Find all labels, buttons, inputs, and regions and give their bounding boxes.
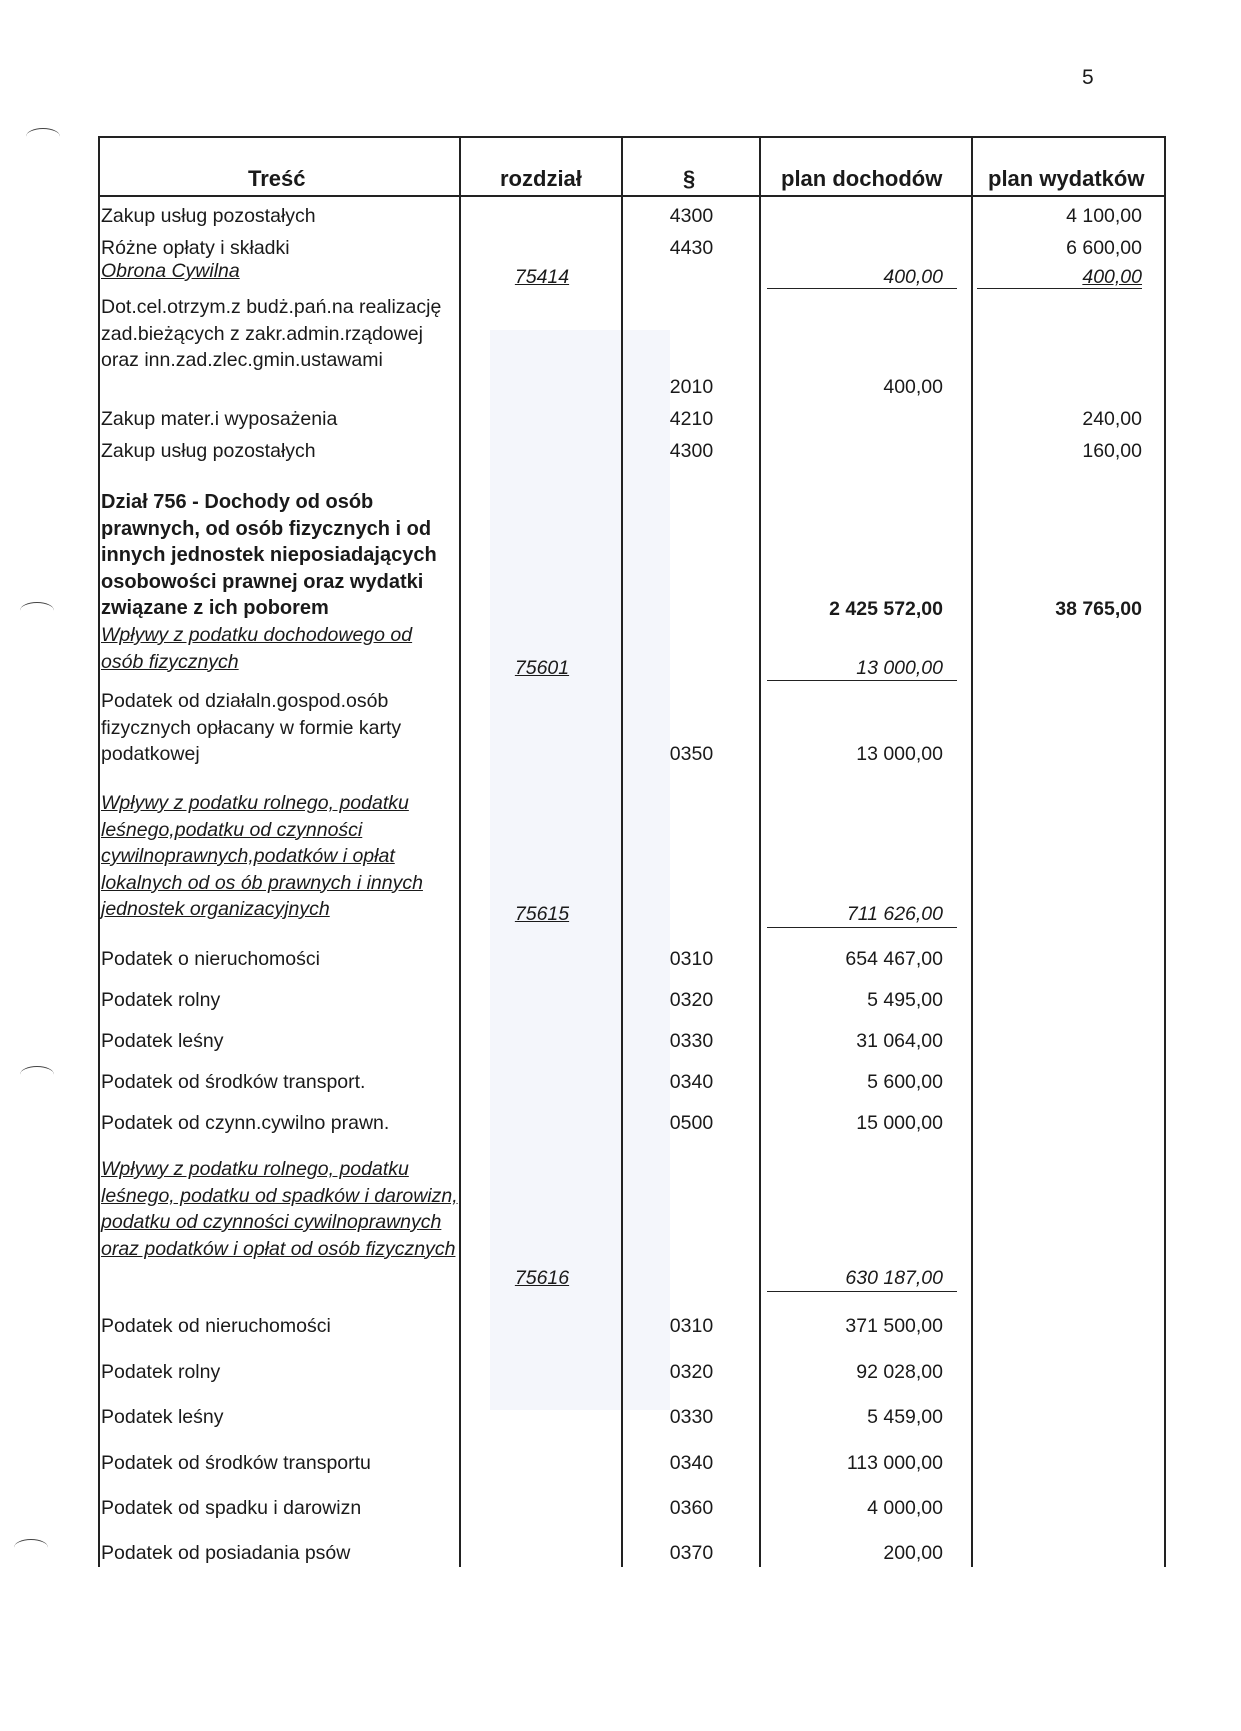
- dzial-wydatki: 38 765,00: [1055, 598, 1142, 620]
- section-dochody: 711 626,00: [846, 903, 943, 925]
- subtotal-line: [767, 1291, 957, 1292]
- row-tresc: Zakup mater.i wyposażenia: [101, 408, 338, 430]
- section-rozdzial: 75616: [514, 1267, 570, 1289]
- table-top-border: [98, 136, 1164, 138]
- row-tresc: Zakup usług pozostałych: [101, 440, 316, 462]
- row-tresc: Podatek rolny: [101, 989, 221, 1011]
- section-tresc: Obrona Cywilna: [101, 260, 240, 282]
- row-wydatki: 240,00: [1082, 408, 1142, 430]
- section-tresc: Wpływy z podatku rolnego, podatku leśnego, podatku od spadków i darowizn, podatku od czynności cywilnoprawnych oraz podatków i opłat od osób fizycznych: [101, 1158, 458, 1260]
- subtotal-line: [767, 288, 957, 289]
- margin-mark: [20, 602, 54, 619]
- row-paragraf: 4210: [669, 408, 714, 430]
- row-tresc: Dot.cel.otrzym.z budż.pań.na realizację zad.bieżących z zakr.admin.rządowej oraz inn.zad.zlec.gmin.ustawami: [101, 296, 442, 371]
- row-tresc: Podatek od nieruchomości: [101, 1315, 331, 1337]
- header-plan-dochodow: plan dochodów: [781, 166, 943, 191]
- section-wydatki: 400,00: [1082, 266, 1142, 288]
- subtotal-line: [977, 288, 1142, 289]
- header-rozdzial: rozdział: [500, 166, 582, 191]
- section-dochody: 630 187,00: [845, 1267, 943, 1289]
- row-tresc: Różne opłaty i składki: [101, 237, 290, 259]
- row-paragraf: 4430: [669, 237, 714, 259]
- column-divider: [759, 136, 761, 1567]
- row-paragraf: 0320: [669, 1361, 714, 1383]
- row-dochody: 113 000,00: [846, 1452, 943, 1474]
- row-dochody: 400,00: [883, 376, 943, 398]
- column-divider: [459, 136, 461, 1567]
- row-tresc: Podatek od posiadania psów: [101, 1542, 351, 1564]
- row-dochody: 654 467,00: [845, 948, 943, 970]
- row-paragraf: 0310: [669, 948, 714, 970]
- section-tresc: Wpływy z podatku dochodowego od osób fizycznych: [101, 624, 413, 673]
- header-plan-wydatkow: plan wydatków: [988, 166, 1145, 191]
- row-dochody: 5 459,00: [867, 1406, 943, 1428]
- dzial-tresc: Dział 756 - Dochody od osób prawnych, od osób fizycznych i od innych jednostek nieposiadających osobowości prawnej oraz wydatki związane z ich poborem: [101, 491, 437, 619]
- table-right-border: [1164, 136, 1166, 1567]
- row-wydatki: 6 600,00: [1066, 237, 1142, 259]
- row-dochody: 92 028,00: [856, 1361, 943, 1383]
- dzial-dochody: 2 425 572,00: [829, 598, 943, 620]
- row-paragraf: 4300: [669, 440, 714, 462]
- row-tresc: Podatek od środków transport.: [101, 1071, 366, 1093]
- row-paragraf: 0330: [669, 1030, 714, 1052]
- row-dochody: 5 495,00: [867, 989, 943, 1011]
- row-paragraf: 4300: [669, 205, 714, 227]
- row-paragraf: 0500: [669, 1112, 714, 1134]
- margin-mark: [14, 1539, 48, 1556]
- subtotal-line: [767, 927, 957, 928]
- row-dochody: 371 500,00: [845, 1315, 943, 1337]
- header-paragraf: §: [683, 166, 696, 191]
- margin-mark: [26, 128, 60, 145]
- row-paragraf: 2010: [669, 376, 714, 398]
- section-dochody: 400,00: [883, 266, 943, 288]
- row-tresc: Podatek od czynn.cywilno prawn.: [101, 1112, 390, 1134]
- row-tresc: Podatek od spadku i darowizn: [101, 1497, 362, 1519]
- header-tresc: Treść: [248, 166, 306, 191]
- section-rozdzial: 75601: [514, 657, 570, 679]
- table-left-border: [98, 136, 100, 1567]
- row-paragraf: 0320: [669, 989, 714, 1011]
- subtotal-line: [767, 680, 957, 681]
- scan-shading: [490, 330, 670, 1410]
- margin-mark: [20, 1066, 54, 1083]
- row-paragraf: 0340: [669, 1071, 714, 1093]
- row-dochody: 15 000,00: [856, 1112, 943, 1134]
- section-rozdzial: 75414: [514, 266, 570, 288]
- row-paragraf: 0340: [669, 1452, 714, 1474]
- row-tresc: Podatek leśny: [101, 1406, 224, 1428]
- row-paragraf: 0370: [669, 1542, 714, 1564]
- row-paragraf: 0330: [669, 1406, 714, 1428]
- row-tresc: Podatek leśny: [101, 1030, 224, 1052]
- row-wydatki: 160,00: [1082, 440, 1142, 462]
- row-tresc: Podatek od środków transportu: [101, 1452, 371, 1474]
- header-bottom-border: [98, 195, 1164, 197]
- row-dochody: 13 000,00: [856, 743, 943, 765]
- row-dochody: 5 600,00: [867, 1071, 943, 1093]
- row-tresc: Podatek od działaln.gospod.osób fizycznych opłacany w formie karty podatkowej: [101, 690, 402, 765]
- section-rozdzial: 75615: [514, 903, 570, 925]
- row-wydatki: 4 100,00: [1066, 205, 1142, 227]
- row-dochody: 4 000,00: [867, 1497, 943, 1519]
- row-dochody: 31 064,00: [856, 1030, 943, 1052]
- column-divider: [971, 136, 973, 1567]
- row-paragraf: 0310: [669, 1315, 714, 1337]
- section-dochody: 13 000,00: [856, 657, 943, 679]
- page-number: 5: [1082, 66, 1094, 89]
- row-paragraf: 0350: [669, 743, 714, 765]
- row-paragraf: 0360: [669, 1497, 714, 1519]
- row-tresc: Podatek o nieruchomości: [101, 948, 320, 970]
- section-tresc: Wpływy z podatku rolnego, podatku leśnego,podatku od czynności cywilnoprawnych,podatków i opłat lokalnych od os ób prawnych i innych jednostek organizacyjnych: [101, 792, 423, 920]
- row-tresc: Podatek rolny: [101, 1361, 221, 1383]
- row-tresc: Zakup usług pozostałych: [101, 205, 316, 227]
- row-dochody: 200,00: [883, 1542, 943, 1564]
- column-divider: [621, 136, 623, 1567]
